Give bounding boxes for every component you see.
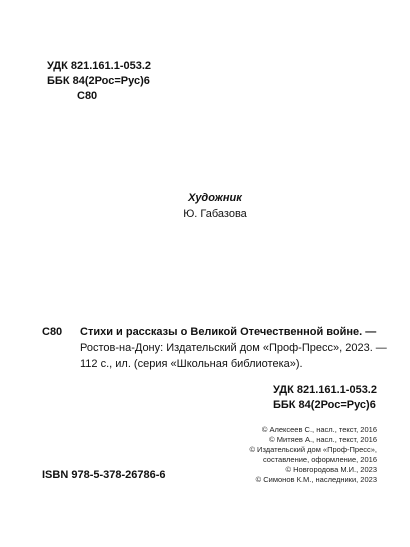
copyright-line: © Новгородова М.И., 2023 — [285, 465, 377, 474]
copyright-line: © Симонов К.М., наследники, 2023 — [255, 475, 377, 484]
book-title-dash: — — [362, 326, 377, 338]
top-classification-block — [47, 59, 151, 104]
illustrator-name: Ю. Габазова — [183, 208, 247, 220]
top-bbk-code: ББК 84(2Рос=Рус)6 — [47, 75, 150, 87]
bottom-classification-block — [273, 383, 377, 413]
bottom-bbk-code: ББК 84(2Рос=Рус)6 — [272, 399, 376, 411]
bibliographic-description — [80, 324, 390, 372]
pages-series-line: 112 с., ил. (серия «Школьная библиотека»). — [80, 358, 303, 370]
bottom-udc-code: УДК 821.161.1-053.2 — [272, 384, 377, 396]
copyright-line: © Митяев А., насл., текст, 2016 — [269, 435, 377, 444]
illustrator-role: Художник — [188, 192, 242, 204]
copyright-line: составление, оформление, 2016 — [262, 455, 377, 464]
copyright-block — [249, 425, 377, 485]
book-title: Стихи и рассказы о Великой Отечественной войне. — [80, 326, 363, 338]
copyright-line: © Алексеев С., насл., текст, 2016 — [261, 425, 377, 434]
publisher-line: Ростов-на-Дону: Издательский дом «Проф-Пресс», 2023. — — [80, 342, 387, 354]
top-author-mark: С80 — [77, 90, 98, 102]
isbn-number: ISBN 978-5-378-26786-6 — [42, 469, 166, 481]
top-udc-code: УДК 821.161.1-053.2 — [47, 60, 152, 72]
copyright-line: © Издательский дом «Проф-Пресс», — [249, 445, 377, 454]
bibliography-author-mark: С80 — [42, 326, 63, 338]
illustrator-credit — [0, 190, 410, 222]
